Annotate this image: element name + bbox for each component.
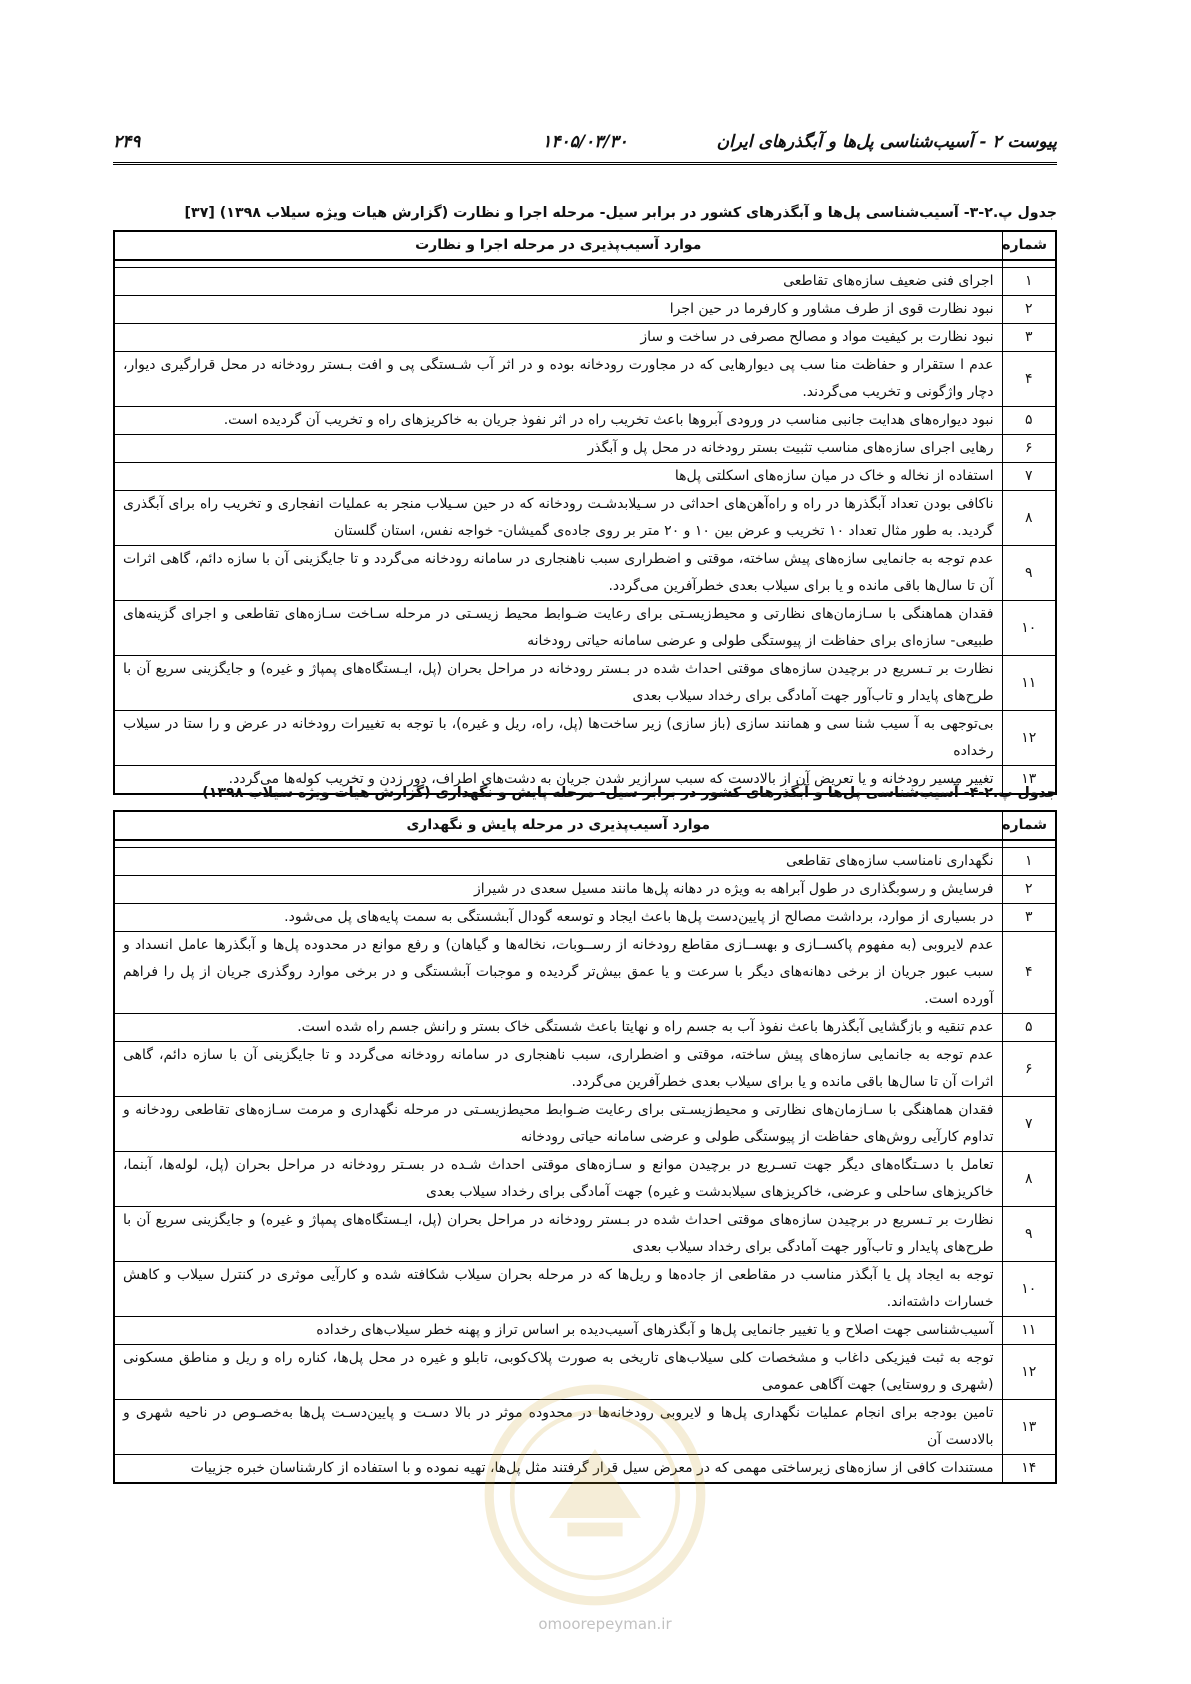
row-description: نظارت بر تـسریع در برچیدن سازه‌های موقتی احداث شده در بـستر رودخانه در مراحل بحران (پل، ایـستگاه‌های پمپاژ و غیره) و جایگزینی سریع آن با طرح‌های پایدار و تاب‌آور جهت آمادگی برای رخداد سیلاب بعدی	[114, 656, 1002, 711]
table-row	[114, 1400, 1056, 1455]
table2-col-desc: موارد آسیب‌پذیری در مرحله پایش و نگهداری	[114, 811, 1002, 840]
table2-col-number: شماره	[1002, 811, 1056, 840]
row-description: ناکافی بودن تعداد آبگذرها در راه و راه‌آهن‌های احداثی در سـیلابدشـت رودخانه که در حین سـیلاب منجر به عملیات انفجاری و تخریب راه برای آبگذری گردید. به طور مثال تعداد ۱۰ تخریب و عرض بین ۱۰ و ۲۰ متر بر روی جاده‌ی گمیشان- خواجه نفس، استان گلستان	[114, 491, 1002, 546]
table1	[113, 230, 1057, 795]
table-row	[114, 407, 1056, 435]
row-description: عدم ا ستقرار و حفاظت منا سب پی دیوارهایی که در مجاورت رودخانه بوده و در اثر آب شـستگی پی و افت بـستر رودخانه در محل قرارگیری دیوار، دچار واژگونی و تخریب می‌گردند.	[114, 352, 1002, 407]
table2-spacer-row	[114, 840, 1056, 848]
row-number: ۱۱	[1002, 656, 1056, 711]
row-description: فقدان هماهنگی با سـازمان‌های نظارتی و محیط‌زیسـتی برای رعایت ضـوابط محیط‌زیسـتی در مرحله نگهداری و مرمت سـازه‌های تقاطعی رودخانه و تداوم کارآیی روش‌های حفاظت از پیوستگی طولی و عرضی سامانه حیاتی رودخانه	[114, 1097, 1002, 1152]
table-row	[114, 601, 1056, 656]
row-number: ۱۲	[1002, 711, 1056, 766]
table-row	[114, 876, 1056, 904]
table1-col-number: شماره	[1002, 231, 1056, 260]
row-number: ۳	[1002, 324, 1056, 352]
table-row	[114, 656, 1056, 711]
row-description: فرسایش و رسوبگذاری در طول آبراهه به ویژه در دهانه پل‌ها مانند مسیل سعدی در شیراز	[114, 876, 1002, 904]
row-description: توجه به ایجاد پل یا آبگذر مناسب در مقاطعی از جاده‌ها و ریل‌ها که در مرحله بحران سیلاب شکافته شده و کارآیی موثری در کنترل سیلاب و کاهش خسارات داشته‌اند.	[114, 1262, 1002, 1317]
table-row	[114, 463, 1056, 491]
row-description: تامین بودجه برای انجام عملیات نگهداری پل‌ها و لایروبی رودخانه‌ها در محدوده موثر در بالا دسـت و پایین‌دسـت پل‌ها به‌خصـوص در ناحیه شهری و بالادست آن	[114, 1400, 1002, 1455]
row-number: ۸	[1002, 1152, 1056, 1207]
row-description: توجه به ثبت فیزیکی داغاب و مشخصات کلی سیلاب‌های تاریخی به صورت پلاک‌کوبی، تابلو و غیره در محل پل‌ها، کناره راه و ریل و مناطق مسکونی (شهری و روستایی) جهت آگاهی عمومی	[114, 1345, 1002, 1400]
row-description: نبود دیواره‌های هدایت جانبی مناسب در ورودی آبروها باعث تخریب راه در اثر نفوذ جریان به خاکریزهای راه و تخریب آن گردیده است.	[114, 407, 1002, 435]
row-number: ۵	[1002, 1014, 1056, 1042]
row-description: عدم تنقیه و بازگشایی آبگذرها باعث نفوذ آب به جسم راه و نهایتا باعث شستگی خاک بستر و رانش جسم راه شده است.	[114, 1014, 1002, 1042]
table-row	[114, 904, 1056, 932]
table-row	[114, 1152, 1056, 1207]
table1-body	[114, 260, 1056, 794]
table-row	[114, 848, 1056, 876]
row-description: آسیب‌شناسی جهت اصلاح و یا تغییر جانمایی پل‌ها و آبگذرهای آسیب‌دیده بر اساس تراز و پهنه خطر سیلاب‌های رخداده	[114, 1317, 1002, 1345]
row-number: ۱۱	[1002, 1317, 1056, 1345]
table1-caption: جدول پ.۲-۳- آسیب‌شناسی پل‌ها و آبگذرهای کشور در برابر سیل- مرحله اجرا و نظارت (گزارش هیات ویژه سیلاب ۱۳۹۸) [۳۷]	[184, 205, 1057, 221]
row-number: ۹	[1002, 546, 1056, 601]
table-row	[114, 324, 1056, 352]
table-row	[114, 352, 1056, 407]
row-description: نبود نظارت قوی از طرف مشاور و کارفرما در حین اجرا	[114, 296, 1002, 324]
row-number: ۷	[1002, 463, 1056, 491]
row-description: تغییر مسیر رودخانه و یا تعریض آن از بالادست که سبب سرازیر شدن جریان به دشت‌های اطراف، دور زدن و تخریب کوله‌ها می‌گردد.	[114, 766, 1002, 795]
row-description: استفاده از نخاله و خاک در میان سازه‌های اسکلتی پل‌ها	[114, 463, 1002, 491]
row-number: ۷	[1002, 1097, 1056, 1152]
row-description: عدم توجه به جانمایی سازه‌های پیش ساخته، موقتی و اضطراری سبب ناهنجاری در سامانه رودخانه می‌گردد و تا جایگزینی آن با سازه دائم، گاهی اثرات آن تا سال‌ها باقی مانده و یا برای سیلاب بعدی خطرآفرین می‌گردد.	[114, 546, 1002, 601]
table1-spacer-row	[114, 260, 1056, 268]
page-number: ۲۴۹	[113, 132, 141, 152]
row-number: ۲	[1002, 296, 1056, 324]
row-number: ۹	[1002, 1207, 1056, 1262]
row-description: در بسیاری از موارد، برداشت مصالح از پایین‌دست پل‌ها باعث ایجاد و توسعه گودال آبشستگی به سمت پایه‌های پل می‌شود.	[114, 904, 1002, 932]
row-description: نظارت بر تـسریع در برچیدن سازه‌های موقتی احداث شده در بـستر رودخانه در مراحل بحران (پل، ایـستگاه‌های پمپاژ و غیره) و جایگزینی سریع آن با طرح‌های پایدار و تاب‌آور جهت آمادگی برای رخداد سیلاب بعدی	[114, 1207, 1002, 1262]
header-date: ۱۴۰۵/۰۳/۳۰	[542, 132, 628, 152]
table-row	[114, 1014, 1056, 1042]
row-description: بی‌توجهی به آ سیب شنا سی و همانند سازی (باز سازی) زیر ساخت‌ها (پل، راه، ریل و غیره)، با توجه به تغییرات رودخانه در عرض و را ستا در سیلاب رخداده	[114, 711, 1002, 766]
table-row	[114, 1207, 1056, 1262]
header-title: پیوست ۲ - آسیب‌شناسی پل‌ها و آبگذرهای ایران	[716, 132, 1057, 152]
row-description: نگهداری نامناسب سازه‌های تقاطعی	[114, 848, 1002, 876]
table-row	[114, 1345, 1056, 1400]
row-number: ۴	[1002, 352, 1056, 407]
row-description: فقدان هماهنگی با سـازمان‌های نظارتی و محیط‌زیسـتی برای رعایت ضـوابط محیط زیسـتی در مرحله سـاخت سـازه‌های تقاطعی و اجرای گزینه‌های طبیعی- سازه‌ای برای حفاظت از پیوستگی طولی و عرضی سامانه حیاتی رودخانه	[114, 601, 1002, 656]
watermark-text: omoorepeyman.ir	[538, 1615, 672, 1633]
table-row	[114, 1317, 1056, 1345]
table-row	[114, 491, 1056, 546]
table-row	[114, 1097, 1056, 1152]
row-number: ۶	[1002, 1042, 1056, 1097]
row-number: ۳	[1002, 904, 1056, 932]
table-row	[114, 268, 1056, 296]
table2-header-row	[114, 811, 1056, 840]
row-description: مستندات کافی از سازه‌های زیرساختی مهمی که در معرض سیل قرار گرفتند مثل پل‌ها، تهیه نموده و با استفاده از کارشناسان خبره جزییات	[114, 1455, 1002, 1484]
table2-caption: جدول پ.۲-۴- آسیب‌شناسی پل‌ها و آبگذرهای کشور در برابر سیل- مرحله پایش و نگهداری (گزارش هیات ویژه سیلاب ۱۳۹۸)	[202, 785, 1057, 801]
row-description: عدم توجه به جانمایی سازه‌های پیش ساخته، موقتی و اضطراری، سبب ناهنجاری در سامانه رودخانه می‌گردد و تا جایگزینی آن با سازه دائم، گاهی اثرات آن تا سال‌ها باقی مانده و یا برای سیلاب بعدی خطرآفرین می‌گردد.	[114, 1042, 1002, 1097]
table-row	[114, 296, 1056, 324]
row-number: ۱۴	[1002, 1455, 1056, 1484]
row-number: ۶	[1002, 435, 1056, 463]
row-description: تعامل با دسـتگاه‌های دیگر جهت تسـریع در برچیدن موانع و سـازه‌های موقتی احداث شـده در بسـتر رودخانه در مراحل بحران (پل، لوله‌ها، آبنما، خاکریزهای ساحلی و عرضی، خاکریزهای سیلابدشت و غیره) جهت آمادگی برای رخداد سیلاب بعدی	[114, 1152, 1002, 1207]
table-row	[114, 1042, 1056, 1097]
table-row	[114, 435, 1056, 463]
row-number: ۱۲	[1002, 1345, 1056, 1400]
row-description: اجرای فنی ضعیف سازه‌های تقاطعی	[114, 268, 1002, 296]
table2-body	[114, 840, 1056, 1483]
row-number: ۱	[1002, 268, 1056, 296]
page-header	[113, 128, 1057, 165]
row-number: ۱۳	[1002, 1400, 1056, 1455]
row-description: نبود نظارت بر کیفیت مواد و مصالح مصرفی در ساخت و ساز	[114, 324, 1002, 352]
row-number: ۲	[1002, 876, 1056, 904]
table1-col-desc: موارد آسیب‌پذیری در مرحله اجرا و نظارت	[114, 231, 1002, 260]
table-row	[114, 1455, 1056, 1484]
row-number: ۱۳	[1002, 766, 1056, 795]
table-row	[114, 1262, 1056, 1317]
row-number: ۵	[1002, 407, 1056, 435]
row-number: ۱	[1002, 848, 1056, 876]
table-row	[114, 546, 1056, 601]
table1-header-row	[114, 231, 1056, 260]
table-row	[114, 711, 1056, 766]
row-number: ۱۰	[1002, 601, 1056, 656]
table2	[113, 810, 1057, 1484]
row-description: عدم لایروبی (به مفهوم پاکســازی و بهســازی مقاطع رودخانه از رســوبات، نخاله‌ها و گیاهان) و رفع موانع در محدوده پل‌ها و آبگذرها عامل انسداد و سبب عبور جریان از برخی دهانه‌های دیگر با سرعت و یا عمق بیش‌تر گردیده و موجبات آبشستگی و در برخی موارد روگذری جریان از پل را فراهم آورده است.	[114, 932, 1002, 1014]
row-description: رهایی اجرای سازه‌های مناسب تثبیت بستر رودخانه در محل پل و آبگذر	[114, 435, 1002, 463]
row-number: ۱۰	[1002, 1262, 1056, 1317]
table-row	[114, 932, 1056, 1014]
row-number: ۴	[1002, 932, 1056, 1014]
row-number: ۸	[1002, 491, 1056, 546]
